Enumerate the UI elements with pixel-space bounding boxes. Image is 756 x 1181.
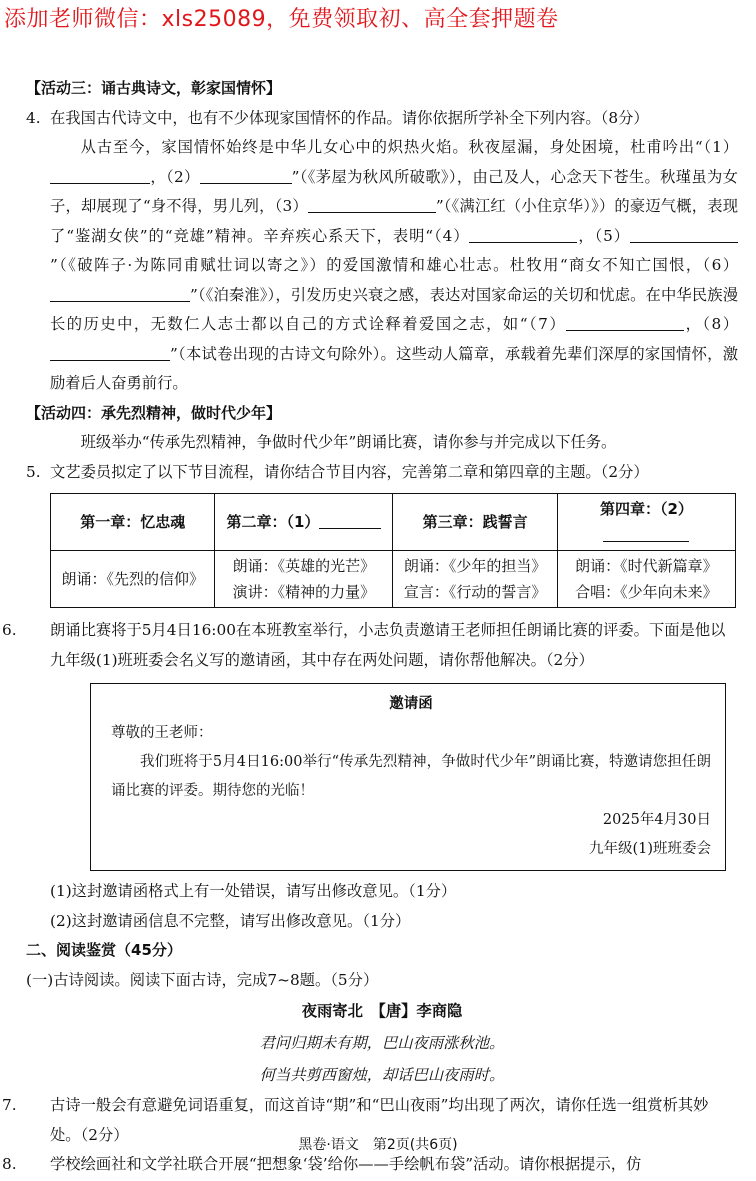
program-table-body xyxy=(51,551,736,608)
program-item: 合唱：《少年向未来》 xyxy=(575,583,718,601)
poem-line: 君问归期未有期，巴山夜雨涨秋池。 xyxy=(259,1034,505,1052)
question-number: 6. xyxy=(2,621,17,639)
question-number: 8. xyxy=(2,1155,17,1173)
chapter-4-header xyxy=(557,494,735,551)
chapter-2-items xyxy=(215,551,393,608)
question-number: 7. xyxy=(2,1096,17,1114)
answer-blank-4[interactable] xyxy=(469,224,577,243)
passage-text: ，（5） xyxy=(577,226,631,245)
passage-text: ”（《茅屋为秋风所破歌》），由己及人，心念天下苍生。秋瑾虽为女子，却展现了“身不得，男儿列，（3） xyxy=(50,167,738,215)
question-6-part-2: (2)这封邀请函信息不完整，请写出修改意见。（1分） xyxy=(50,911,411,930)
chapter-4-label: 第四章：（2） xyxy=(599,500,693,518)
program-item: 朗诵：《英雄的光芒》 xyxy=(232,557,376,575)
answer-blank-8[interactable] xyxy=(50,342,170,361)
poem-block xyxy=(26,995,738,1091)
question-text: 古诗一般会有意避免词语重复，而这首诗“期”和“巴山夜雨”均出现了两次，请你任选一组赏析其妙处。（2分） xyxy=(50,1096,709,1144)
poem-title: 夜雨寄北 【唐】李商隐 xyxy=(301,1002,463,1020)
answer-blank-5[interactable] xyxy=(630,224,738,243)
question-5 xyxy=(26,458,738,488)
chapter-2-label: 第二章：（1） xyxy=(226,513,320,531)
passage-text: ”（《破阵子·为陈同甫赋壮词以寄之》）的爱国激情和雄心壮志。杜牧用“商女不知亡国恨，（6） xyxy=(50,256,738,274)
program-item: 宣言：《行动的誓言》 xyxy=(403,583,547,601)
passage-text: ”（《满江红（小住京华）》）的豪迈气概，表现了“鉴湖女侠”的“竞雄”精神。辛弃疾心系天下，表明“（4） xyxy=(50,197,738,245)
passage-text: ，（2） xyxy=(150,167,200,186)
question-text: 朗诵比赛将于5月4日16:00在本班教室举行，小志负责邀请王老师担任朗诵比赛的评委。下面是他以九年级(1)班班委会名义写的邀请函，其中存在两处问题，请你帮他解决。（2分） xyxy=(50,621,726,669)
activity3-title: 【活动三：诵古典诗文，彰家国情怀】 xyxy=(26,79,282,97)
chapter-4-blank[interactable] xyxy=(603,523,689,542)
chapter-3-header: 第三章：践誓言 xyxy=(393,494,557,551)
answer-blank-3[interactable] xyxy=(308,194,436,213)
question-6 xyxy=(2,616,738,675)
passage-text: 从古至今，家国情怀始终是中华儿女心中的炽热火焰。秋夜屋漏，身处困境，杜甫吟出“（1） xyxy=(80,138,738,156)
chapter-1-header: 第一章：忆忠魂 xyxy=(51,494,215,551)
question-text: 文艺委员拟定了以下节目流程，请你结合节目内容，完善第二章和第四章的主题。（2分） xyxy=(50,462,649,481)
poetry-subsection-title: (一)古诗阅读。阅读下面古诗，完成7~8题。（5分） xyxy=(26,970,379,989)
page-footer: 黑卷·语文 第2页(共6页) xyxy=(298,1137,458,1153)
program-item: 朗诵：《时代新篇章》 xyxy=(575,557,718,575)
activity4-title: 【活动四：承先烈精神，做时代少年】 xyxy=(26,403,282,422)
program-table xyxy=(50,493,736,608)
passage-text: ”（本试卷出现的古诗文句除外）。这些动人篇章，承载着先辈们深厚的家国情怀，激励着后人奋勇前行。 xyxy=(50,344,738,392)
question-text: 学校绘画社和文学社联合开展“把想象‘袋’给你——手绘帆布袋”活动。请你根据提示，仿 xyxy=(50,1155,642,1173)
watermark-banner: 添加老师微信：xls25089，免费领取初、高全套押题卷 xyxy=(4,7,559,32)
program-item: 朗诵：《少年的担当》 xyxy=(403,557,547,575)
answer-blank-2[interactable] xyxy=(200,165,292,184)
passage-text: ，（8） xyxy=(684,315,738,333)
program-item: 朗诵：《先烈的信仰》 xyxy=(61,570,204,588)
answer-blank-1[interactable] xyxy=(50,165,150,184)
activity4-intro: 班级举办“传承先烈精神，争做时代少年”朗诵比赛，请你参与并完成以下任务。 xyxy=(80,433,617,451)
question-6-part-1: (1)这封邀请函格式上有一处错误，请写出修改意见。（1分） xyxy=(50,882,457,900)
letter-title: 邀请函 xyxy=(389,696,433,712)
letter-body: 我们班将于5月4日16:00举行“传承先烈精神，争做时代少年”朗诵比赛，特邀请您担任朗诵比赛的评委。期待您的光临！ xyxy=(111,754,711,799)
program-item: 演讲：《精神的力量》 xyxy=(232,583,376,601)
letter-signer: 九年级(1)班班委会 xyxy=(588,841,711,857)
passage-text: ”（《泊秦淮》），引发历史兴衰之感，表达对国家命运的关切和忧虑。在中华民族漫长的历史中，无数仁人志士都以自己的方式诠释着爱国之志，如“（7） xyxy=(50,285,738,333)
question-4-passage xyxy=(26,133,738,399)
question-number: 4. xyxy=(26,108,41,127)
letter-salutation: 尊敬的王老师： xyxy=(111,725,213,741)
question-8 xyxy=(2,1150,738,1180)
chapter-2-header xyxy=(215,494,393,551)
answer-blank-7[interactable] xyxy=(566,312,684,331)
poem-line: 何当共剪西窗烛，却话巴山夜雨时。 xyxy=(259,1066,505,1084)
invitation-letter xyxy=(90,683,726,871)
section-2-title: 二、阅读鉴赏（45分） xyxy=(26,941,182,959)
letter-date: 2025年4月30日 xyxy=(602,812,711,828)
chapter-1-items xyxy=(51,551,215,608)
question-text: 在我国古代诗文中，也有不少体现家国情怀的作品。请你依据所学补全下列内容。（8分） xyxy=(50,108,649,127)
chapter-3-items xyxy=(393,551,557,608)
program-table-header xyxy=(51,494,736,551)
chapter-2-blank[interactable] xyxy=(319,510,381,529)
exam-page-content xyxy=(2,74,738,1180)
answer-blank-6[interactable] xyxy=(50,283,190,302)
question-number: 5. xyxy=(26,462,41,481)
question-4 xyxy=(26,104,738,134)
chapter-4-items xyxy=(557,551,735,608)
